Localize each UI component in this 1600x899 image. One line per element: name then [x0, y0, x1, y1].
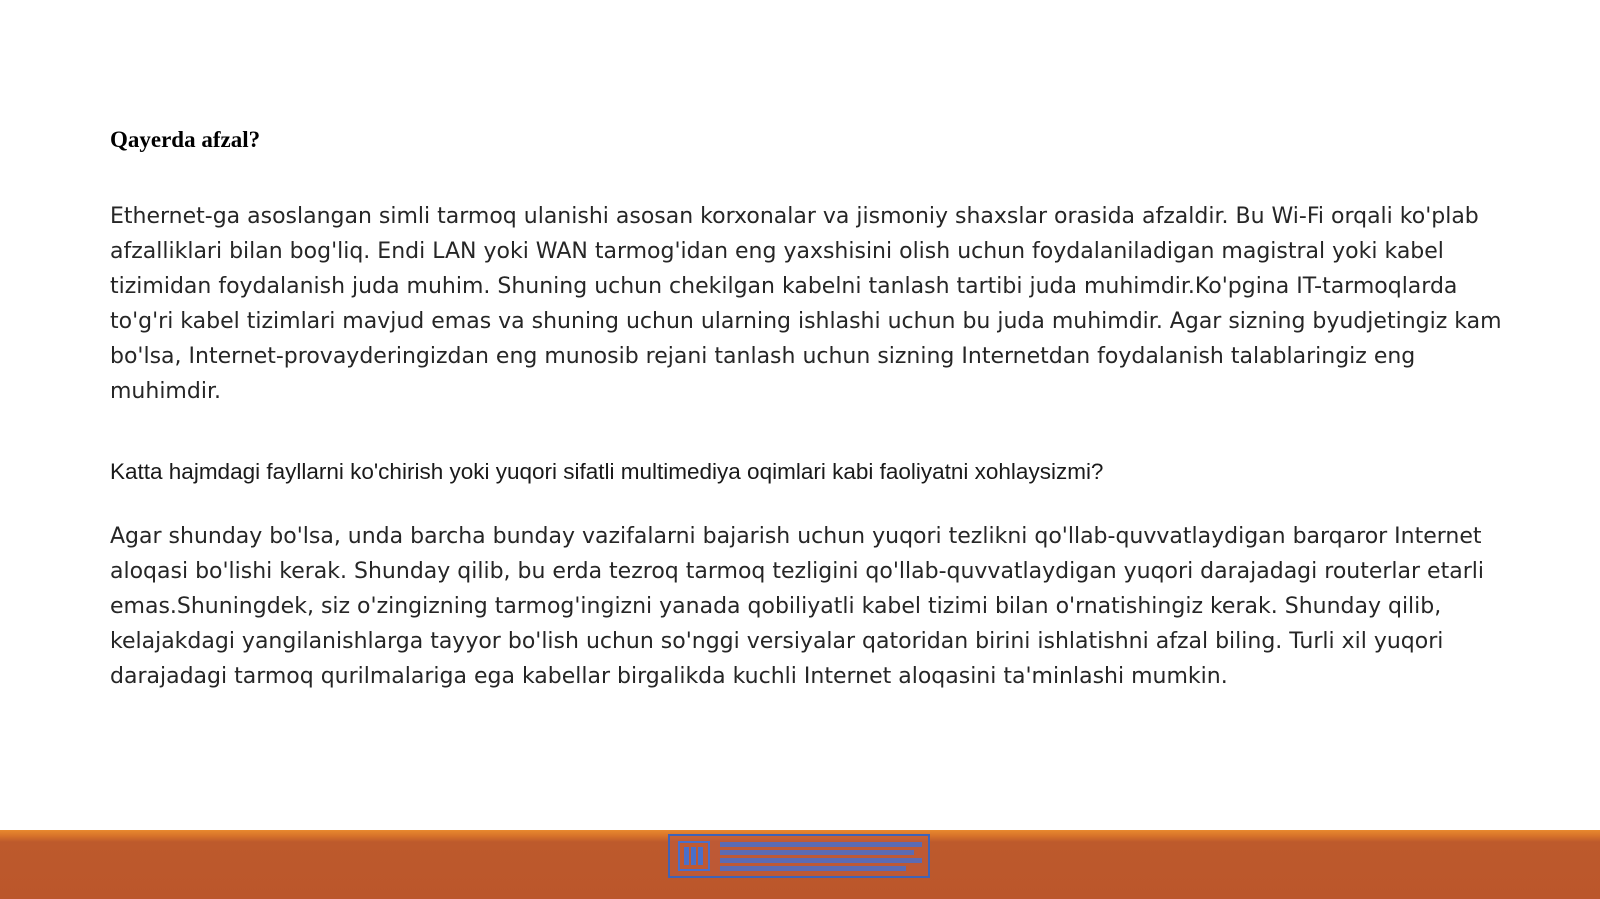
paragraph-wired-network: Ethernet-ga asoslangan simli tarmoq ulanishi asosan korxonalar va jismoniy shaxslar orasida afzaldir. Bu Wi-Fi orqali ko'plab afzalliklari bilan bog'liq. Endi LAN yoki WAN tarmog'idan eng yaxshisini olish uchun foydalaniladigan magistral yoki kabel tizimidan foydalanish juda muhim. Shuning uchun chekilgan kabelni tanlash tartibi juda muhimdir.Ko'pgina IT-tarmoqlarda to'g'ri kabel tizimlari mavjud emas va shuning uchun ularning ishlashi uchun bu juda muhimdir. Agar sizning byudjetingiz kam bo'lsa, Internet-provayderingizdan eng munosib rejani tanlash uchun sizning Internetdan foydalanish talablaringiz eng muhimdir. [110, 204, 1502, 404]
question-text: Katta hajmdagi fayllarni ko'chirish yoki yuqori sifatli multimediya oqimlari kabi faoliyatni xohlaysizmi? [110, 459, 1104, 484]
logo-mark-icon [676, 840, 712, 872]
paragraph-high-speed: Agar shunday bo'lsa, unda barcha bunday vazifalarni bajarish uchun yuqori tezlikni qo'llab-quvvatlaydigan barqaror Internet aloqasi bo'lishi kerak. Shunday qilib, bu erda tezroq tarmoq tezligini qo'llab-quvvatlaydigan yuqori darajadagi routerlar etarli emas.Shuningdek, siz o'zingizning tarmog'ingizni yanada qobiliyatli kabel tizimi bilan o'rnatishingiz kerak. Shunday qilib, kelajakdagi yangilanishlarga tayyor bo'lish uchun so'nggi versiyalar qatoridan birini ishlatishni afzal biling. Turli xil yuqori darajadagi tarmoq qurilmalariga ega kabellar birgalikda kuchli Internet aloqasini ta'minlashi mumkin. [110, 524, 1484, 689]
institution-logo-icon [668, 834, 930, 878]
logo-text-lines [720, 842, 922, 871]
slide-heading: Qayerda afzal? [110, 127, 261, 152]
